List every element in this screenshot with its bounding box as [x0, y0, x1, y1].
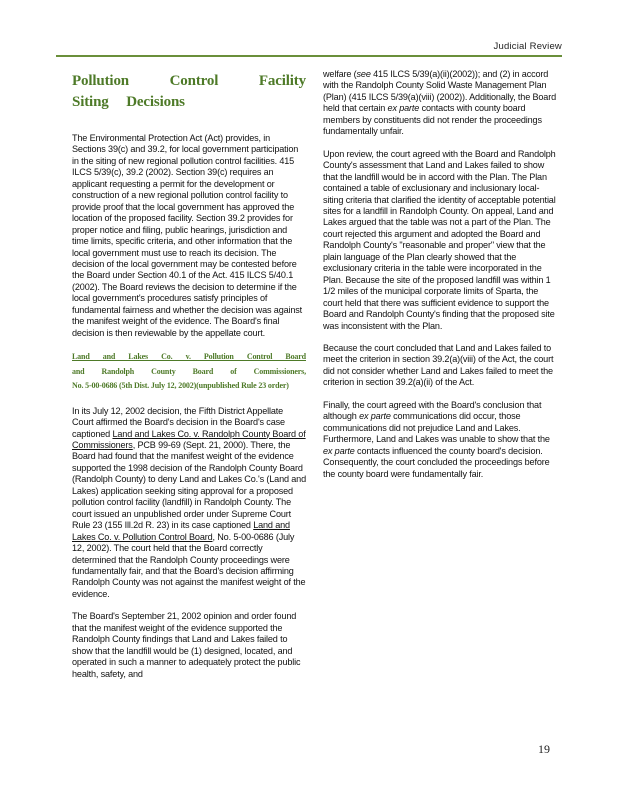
ex-parte-term: ex parte — [359, 411, 391, 422]
ex-parte-term: ex parte — [323, 445, 355, 456]
section-title-line1: Pollution Control Facility — [72, 73, 306, 89]
conclusion-paragraph — [323, 400, 557, 480]
case-citation-line3: No. 5-00-0686 (5th Dist. July 12, 2002)(unpublished Rule 23 order) — [72, 381, 289, 391]
decision-text-mid: , PCB 99-69 (Sept. 21, 2000). There, the Board had found that the manifest weight of the evidence supported the 1998 decision of the Randolph County Board (Randolph County) to deny Land and Lakes Co.'s (Land and Lakes) application seeking siting approval for a proposed pollution control facility (landfill) in Randolph County. The court issued an unpublished order under Supreme Court Rule 23 (155 Ill.2d R. 23) in its case captioned — [72, 440, 306, 531]
criterion-paragraph: Because the court concluded that Land and Lakes failed to meet the criterion in section 39.2(a)(viii) of the Act, the court did not consider whether Land and Lakes failed to meet the criterion in section 39.2(a)(ii) of the Act. — [323, 342, 554, 388]
left-column — [72, 69, 306, 691]
case-citation — [72, 350, 306, 394]
running-header: Judicial Review — [493, 41, 562, 52]
conclusion-text-a: Finally, the court agreed with the Board's conclusion that although — [323, 399, 542, 422]
section-title — [72, 71, 306, 113]
page-number: 19 — [538, 742, 550, 756]
ex-parte-term: ex parte — [387, 103, 420, 114]
welfare-text-a: welfare ( — [323, 69, 357, 79]
welfare-paragraph — [323, 69, 557, 138]
header-rule — [56, 55, 562, 57]
conclusion-text-b: communications did occur, those communications did not prejudice Land and Lakes. Furthermore, Land and Lakes was unable to show that the — [323, 411, 550, 445]
welfare-text-b: 415 ILCS 5/39(a)(ii)(2002)); and (2) in accord with the Randolph County Solid Waste Management Plan (Plan) (415 ILCS 5/39(a)(viii) (2002)). Additionally, the Board held that certain — [323, 69, 556, 114]
decision-text-intro: In its July 12, 2002 decision, the Fifth District Appellate Court affirmed the Board's decision in the Board's case captioned — [72, 405, 285, 439]
see-signal: see — [356, 69, 371, 79]
board-opinion-paragraph: The Board's September 21, 2002 opinion and order found that the manifest weight of the evidence supported the Randolph County findings that Land and Lakes failed to show that the landfill would be (1) designed, located, and operated in such a manner to adequately protect the public health, safety, and — [72, 611, 301, 679]
decision-text-end: , No. 5-00-0686 (July 12, 2002). The court held that the Board correctly determined that the Randolph County proceedings were fundamentally fair, and that the Board's decision affirming Randolph County was not against the manifest weight of the evidence. — [72, 531, 306, 599]
case-citation-line1: Land and Lakes Co. v. Pollution Control Board — [72, 352, 306, 362]
conclusion-text-c: contacts influenced the county board's decision. Consequently, the court concluded the proceedings before the county board were fundamentally fair. — [323, 445, 550, 479]
board-case-caption: Land and Lakes Co. v. Randolph County Board of Commissioners — [72, 428, 306, 451]
decision-paragraph — [72, 406, 306, 601]
right-column — [323, 69, 557, 491]
case-citation-line2: and Randolph County Board of Commissioners, — [72, 366, 306, 376]
court-case-caption: Land and Lakes Co. v. Pollution Control Board — [72, 520, 290, 542]
intro-paragraph: The Environmental Protection Act (Act) provides, in Sections 39(c) and 39.2, for local government participation in the siting of new regional pollution control facilities. 415 ILCS 5/39(c), 39.2 (2002). Section 39(c) requires an applicant requesting a permit for the development or construction of a new regional pollution control facility to provide proof that the local government has approved the location of the proposed facility. Section 39.2 provides for proper notice and filing, public hearings, jurisdiction and time limits, specific criteria, and other information that the local government must use to reach its decision. The decision of the local government may be contested before the Board under Section 40.1 of the Act. 415 ILCS 5/40.1 (2002). The Board reviews the decision to determine if the local government's procedures satisfy principles of fundamental fairness and whether the decision was against the manifest weight of the evidence. The Board's final decision is then reviewable by the appellate court. — [72, 133, 303, 338]
section-title-line2: Siting Decisions — [72, 94, 185, 110]
welfare-text-c: contacts with county board members by constituents did not render the proceedings fundamentally unfair. — [323, 103, 542, 137]
review-paragraph: Upon review, the court agreed with the Board and Randolph County's assessment that Land and Lakes failed to show that the landfill would be in accord with the Plan. The Plan contained a table of exclusionary and inclusionary local-siting criteria that clarified the identity of acceptable potential sites for a landfill in Randolph County. On appeal, Land and Lakes argued that the table was not a part of the Plan. The court rejected this argument and adopted the Board and Randolph County's "reasonable and proper" view that the plain language of the Plan clearly showed that the exclusionary criteria in the table were incorporated in the Plan. Because the site of the proposed landfill was within 1 1/2 miles of the municipal corporate limits of Sparta, the court held that there was sufficient evidence to support the Board and Randolph County's finding that the proposed site was inconsistent with the Plan. — [323, 148, 556, 331]
